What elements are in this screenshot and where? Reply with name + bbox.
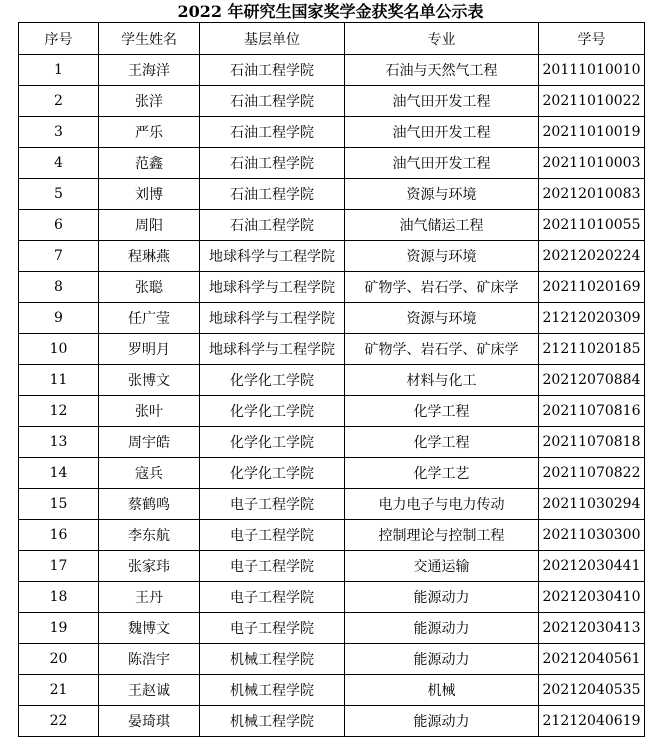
department-cell: 石油工程学院	[200, 210, 345, 241]
major-cell: 能源动力	[345, 613, 539, 644]
document-title: 2022 年研究生国家奖学金获奖名单公示表	[177, 2, 484, 21]
serial-number-cell: 6	[19, 210, 99, 241]
student-id-cell: 20111010010	[539, 55, 645, 86]
header-student-id: 学号	[539, 23, 645, 55]
department-cell: 地球科学与工程学院	[200, 334, 345, 365]
serial-number-cell: 18	[19, 582, 99, 613]
student-id-cell: 21212040619	[539, 706, 645, 737]
department-cell: 石油工程学院	[200, 117, 345, 148]
table-row	[19, 241, 645, 272]
student-id-cell: 20211030300	[539, 520, 645, 551]
department-cell: 电子工程学院	[200, 520, 345, 551]
student-name-cell: 张叶	[99, 396, 200, 427]
serial-number-cell: 8	[19, 272, 99, 303]
student-name-cell: 王海洋	[99, 55, 200, 86]
student-id-cell: 20212070884	[539, 365, 645, 396]
student-name-cell: 刘博	[99, 179, 200, 210]
student-id-cell: 21212020309	[539, 303, 645, 334]
table-row	[19, 551, 645, 582]
student-name-cell: 张洋	[99, 86, 200, 117]
major-cell: 化学工程	[345, 427, 539, 458]
student-id-cell: 20211070818	[539, 427, 645, 458]
student-id-cell: 20212030410	[539, 582, 645, 613]
major-cell: 石油与天然气工程	[345, 55, 539, 86]
major-cell: 机械	[345, 675, 539, 706]
student-id-cell: 21211020185	[539, 334, 645, 365]
department-cell: 化学化工学院	[200, 396, 345, 427]
student-name-cell: 范鑫	[99, 148, 200, 179]
department-cell: 石油工程学院	[200, 55, 345, 86]
table-row	[19, 148, 645, 179]
table-row	[19, 427, 645, 458]
major-cell: 矿物学、岩石学、矿床学	[345, 272, 539, 303]
serial-number-cell: 13	[19, 427, 99, 458]
major-cell: 资源与环境	[345, 241, 539, 272]
table-row	[19, 520, 645, 551]
table-row	[19, 458, 645, 489]
department-cell: 石油工程学院	[200, 179, 345, 210]
major-cell: 油气田开发工程	[345, 148, 539, 179]
major-cell: 油气储运工程	[345, 210, 539, 241]
student-id-cell: 20211010003	[539, 148, 645, 179]
student-id-cell: 20212010083	[539, 179, 645, 210]
student-name-cell: 王赵诚	[99, 675, 200, 706]
student-name-cell: 张聪	[99, 272, 200, 303]
student-name-cell: 周阳	[99, 210, 200, 241]
student-name-cell: 李东航	[99, 520, 200, 551]
student-name-cell: 寇兵	[99, 458, 200, 489]
student-name-cell: 张家玮	[99, 551, 200, 582]
major-cell: 油气田开发工程	[345, 86, 539, 117]
serial-number-cell: 5	[19, 179, 99, 210]
student-id-cell: 20211020169	[539, 272, 645, 303]
department-cell: 电子工程学院	[200, 551, 345, 582]
major-cell: 电力电子与电力传动	[345, 489, 539, 520]
student-name-cell: 魏博文	[99, 613, 200, 644]
serial-number-cell: 10	[19, 334, 99, 365]
table-row	[19, 303, 645, 334]
student-name-cell: 陈浩宇	[99, 644, 200, 675]
table-row	[19, 272, 645, 303]
header-major: 专业	[345, 23, 539, 55]
serial-number-cell: 7	[19, 241, 99, 272]
department-cell: 石油工程学院	[200, 86, 345, 117]
serial-number-cell: 14	[19, 458, 99, 489]
header-serial-number: 序号	[19, 23, 99, 55]
major-cell: 交通运输	[345, 551, 539, 582]
department-cell: 石油工程学院	[200, 148, 345, 179]
table-row	[19, 582, 645, 613]
table-row	[19, 644, 645, 675]
table-row	[19, 55, 645, 86]
student-name-cell: 严乐	[99, 117, 200, 148]
student-id-cell: 20212020224	[539, 241, 645, 272]
major-cell: 化学工艺	[345, 458, 539, 489]
major-cell: 化学工程	[345, 396, 539, 427]
department-cell: 地球科学与工程学院	[200, 241, 345, 272]
student-id-cell: 20211070822	[539, 458, 645, 489]
table-row	[19, 117, 645, 148]
table-row	[19, 86, 645, 117]
table-row	[19, 489, 645, 520]
major-cell: 材料与化工	[345, 365, 539, 396]
student-id-cell: 20212030413	[539, 613, 645, 644]
serial-number-cell: 15	[19, 489, 99, 520]
serial-number-cell: 22	[19, 706, 99, 737]
department-cell: 电子工程学院	[200, 489, 345, 520]
student-id-cell: 20211010022	[539, 86, 645, 117]
serial-number-cell: 3	[19, 117, 99, 148]
student-name-cell: 周宇皓	[99, 427, 200, 458]
award-roster-table	[18, 22, 645, 737]
department-cell: 电子工程学院	[200, 613, 345, 644]
header-row	[19, 23, 645, 55]
serial-number-cell: 12	[19, 396, 99, 427]
department-cell: 地球科学与工程学院	[200, 303, 345, 334]
major-cell: 能源动力	[345, 706, 539, 737]
serial-number-cell: 9	[19, 303, 99, 334]
student-name-cell: 晏琦琪	[99, 706, 200, 737]
table-row	[19, 675, 645, 706]
student-name-cell: 蔡鹤鸣	[99, 489, 200, 520]
table-row	[19, 334, 645, 365]
serial-number-cell: 20	[19, 644, 99, 675]
major-cell: 矿物学、岩石学、矿床学	[345, 334, 539, 365]
department-cell: 机械工程学院	[200, 706, 345, 737]
major-cell: 控制理论与控制工程	[345, 520, 539, 551]
student-id-cell: 20212030441	[539, 551, 645, 582]
student-name-cell: 罗明月	[99, 334, 200, 365]
department-cell: 机械工程学院	[200, 644, 345, 675]
major-cell: 资源与环境	[345, 303, 539, 334]
table-row	[19, 613, 645, 644]
serial-number-cell: 4	[19, 148, 99, 179]
header-student-name: 学生姓名	[99, 23, 200, 55]
table-row	[19, 179, 645, 210]
table-row	[19, 706, 645, 737]
department-cell: 化学化工学院	[200, 458, 345, 489]
student-id-cell: 20212040561	[539, 644, 645, 675]
student-name-cell: 任广莹	[99, 303, 200, 334]
student-name-cell: 王丹	[99, 582, 200, 613]
department-cell: 地球科学与工程学院	[200, 272, 345, 303]
student-name-cell: 张博文	[99, 365, 200, 396]
student-id-cell: 20211030294	[539, 489, 645, 520]
major-cell: 能源动力	[345, 582, 539, 613]
serial-number-cell: 19	[19, 613, 99, 644]
student-id-cell: 20211010019	[539, 117, 645, 148]
major-cell: 资源与环境	[345, 179, 539, 210]
department-cell: 化学化工学院	[200, 365, 345, 396]
table-row	[19, 365, 645, 396]
department-cell: 化学化工学院	[200, 427, 345, 458]
table-header	[19, 23, 645, 55]
table-row	[19, 210, 645, 241]
serial-number-cell: 2	[19, 86, 99, 117]
major-cell: 油气田开发工程	[345, 117, 539, 148]
student-name-cell: 程琳燕	[99, 241, 200, 272]
major-cell: 能源动力	[345, 644, 539, 675]
serial-number-cell: 16	[19, 520, 99, 551]
serial-number-cell: 17	[19, 551, 99, 582]
student-id-cell: 20212040535	[539, 675, 645, 706]
student-id-cell: 20211010055	[539, 210, 645, 241]
header-department: 基层单位	[200, 23, 345, 55]
student-id-cell: 20211070816	[539, 396, 645, 427]
table-body	[19, 55, 645, 737]
department-cell: 机械工程学院	[200, 675, 345, 706]
department-cell: 电子工程学院	[200, 582, 345, 613]
serial-number-cell: 11	[19, 365, 99, 396]
table-row	[19, 396, 645, 427]
serial-number-cell: 21	[19, 675, 99, 706]
serial-number-cell: 1	[19, 55, 99, 86]
